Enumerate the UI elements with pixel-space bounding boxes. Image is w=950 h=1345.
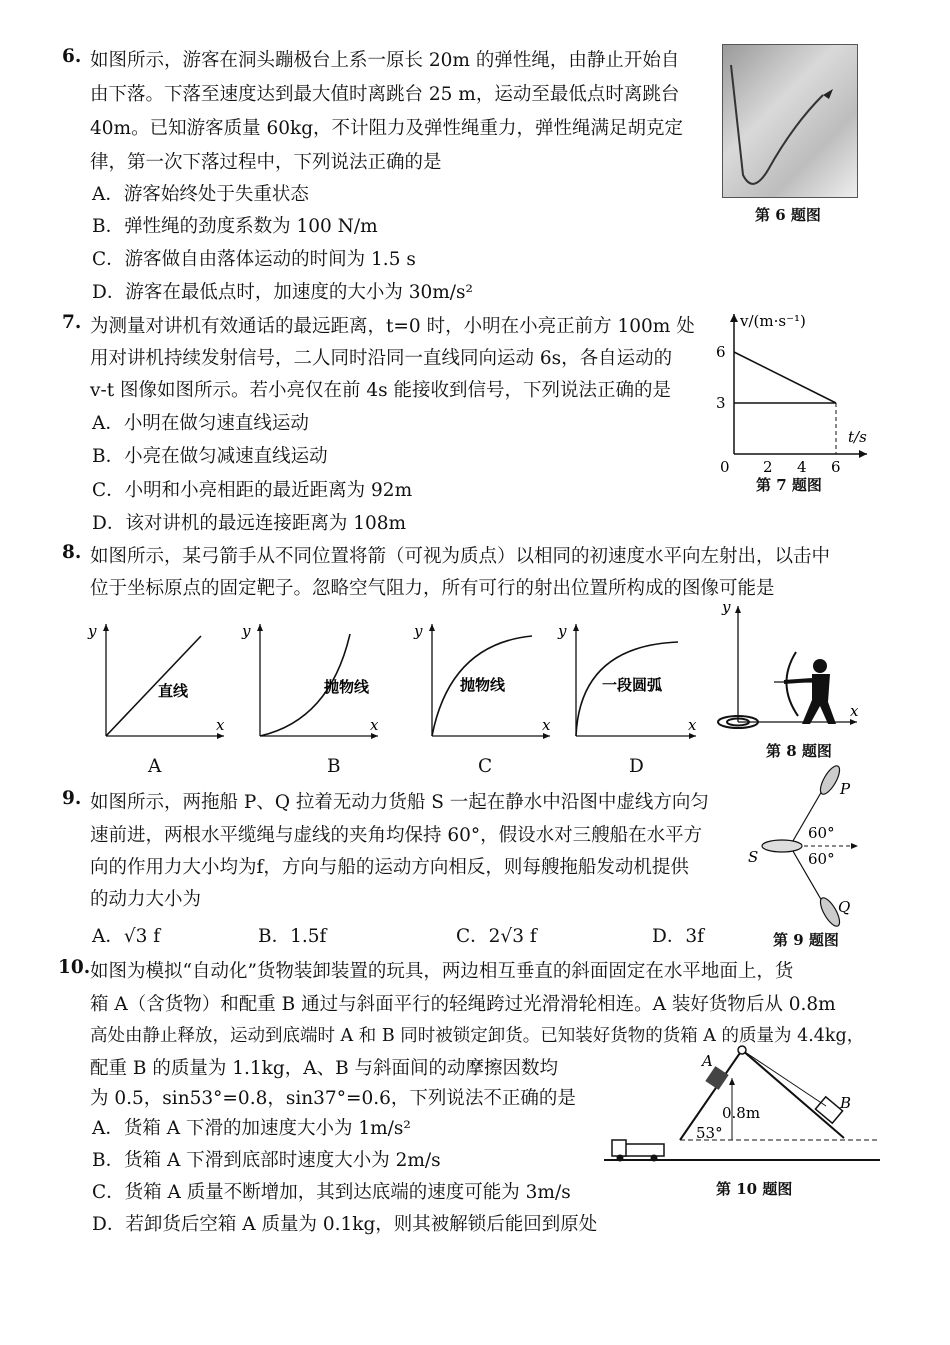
q6-option-d: D．游客在最低点时，加速度的大小为 30m/s²	[92, 282, 473, 303]
vt-ytick: 3	[716, 394, 726, 412]
q8-letter-c: C	[478, 756, 493, 777]
q9-option-d: D．3f	[652, 926, 704, 947]
q6-option-b: B．弹性绳的劲度系数为 100 N/m	[92, 216, 378, 237]
q10-line-2: 箱 A（含货物）和配重 B 通过与斜面平行的轻绳跨过光滑滑轮相连。A 装好货物后从 0.8m	[90, 994, 836, 1015]
q7-line-1: 为测量对讲机有效通话的最远距离，t=0 时，小明在小亮正前方 100m 处	[90, 316, 695, 337]
q8-letter-a: A	[148, 756, 162, 777]
q6-line-1: 如图所示，游客在洞头蹦极台上系一原长 20m 的弹性绳，由静止开始自	[90, 50, 680, 71]
q8-letter-d: D	[629, 756, 644, 777]
archer-figure	[712, 598, 862, 738]
label-a: A	[702, 1052, 713, 1070]
q6-option-c: C．游客做自由落体运动的时间为 1.5 s	[92, 249, 416, 270]
angle-top: 60°	[808, 824, 835, 842]
q10-number: 10.	[58, 957, 91, 978]
q10-option-a: A．货箱 A 下滑的加速度大小为 1m/s²	[92, 1118, 411, 1139]
q9-line-1: 如图所示，两拖船 P、Q 拉着无动力货船 S 一起在静水中沿图中虚线方向匀	[90, 792, 709, 813]
q9-number: 9.	[62, 788, 82, 809]
q8-c-xlabel: x	[542, 716, 551, 734]
label-height: 0.8m	[722, 1104, 761, 1122]
vt-xtick: 0	[720, 458, 730, 476]
q8-caption: 第 8 题图	[766, 742, 832, 760]
q8-line-1: 如图所示，某弓箭手从不同位置将箭（可视为质点）以相同的初速度水平向左射出，以击中	[90, 546, 831, 567]
q8-b-label: 抛物线	[324, 678, 370, 696]
q8-b-xlabel: x	[370, 716, 379, 734]
q6-number: 6.	[62, 46, 82, 67]
angle-bottom: 60°	[808, 850, 835, 868]
q8-d-xlabel: x	[688, 716, 697, 734]
q9-caption: 第 9 题图	[773, 931, 839, 949]
q8-number: 8.	[62, 542, 82, 563]
q8-a-xlabel: x	[216, 716, 225, 734]
q7-option-b: B．小亮在做匀减速直线运动	[92, 446, 328, 467]
q6-caption: 第 6 题图	[755, 206, 821, 224]
q6-option-a: A．游客始终处于失重状态	[92, 184, 309, 205]
q6-line-2: 由下落。下落至速度达到最大值时离跳台 25 m，运动至最低点时离跳台	[90, 84, 680, 105]
q10-line-3: 高处由静止释放，运动到底端时 A 和 B 同时被锁定卸货。已知装好货物的货箱 A 的质量为 4.4kg，	[90, 1026, 865, 1046]
label-b: B	[840, 1094, 852, 1112]
q6-line-4: 律，第一次下落过程中，下列说法正确的是	[90, 152, 442, 173]
q7-number: 7.	[62, 312, 82, 333]
q8-c-label: 抛物线	[460, 676, 506, 694]
q7-option-a: A．小明在做匀速直线运动	[92, 413, 309, 434]
vt-xtick: 6	[831, 458, 841, 476]
vt-y-arrow	[730, 314, 738, 322]
q8-graph-c	[414, 620, 557, 745]
q8-b-ylabel: y	[242, 622, 251, 640]
ship-s-icon	[762, 840, 802, 852]
q9-line-4: 的动力大小为	[90, 889, 202, 910]
q9-line-2: 速前进，两根水平缆绳与虚线的夹角均保持 60°，假设水对三艘船在水平方	[90, 825, 703, 846]
bungee-sketch	[723, 45, 857, 197]
q8-letter-b: B	[327, 756, 341, 777]
archer-xlabel: x	[850, 702, 859, 720]
q8-graph-b	[242, 620, 385, 745]
q10-line-4: 配重 B 的质量为 1.1kg，A、B 与斜面间的动摩擦因数均	[90, 1058, 559, 1079]
q7-option-d: D．该对讲机的最远连接距离为 108m	[92, 513, 407, 534]
bow-icon	[786, 652, 798, 716]
q7-caption: 第 7 题图	[756, 476, 822, 494]
q10-caption: 第 10 题图	[716, 1180, 793, 1198]
vt-graph	[712, 308, 872, 478]
bungee-photo	[722, 44, 858, 198]
q6-line-3: 40m。已知游客质量 60kg，不计阻力及弹性绳重力，弹性绳满足胡克定	[90, 118, 684, 139]
q10-option-c: C．货箱 A 质量不断增加，其到达底端的速度可能为 3m/s	[92, 1182, 571, 1203]
label-s: S	[748, 848, 759, 866]
q9-line-3: 向的作用力大小均为f，方向与船的运动方向相反，则每艘拖船发动机提供	[90, 857, 689, 878]
q8-graph-a	[88, 620, 231, 745]
archer-ylabel: y	[722, 598, 731, 616]
q8-d-label: 一段圆弧	[602, 676, 663, 694]
vt-xtick: 4	[797, 458, 807, 476]
ramp-figure	[604, 1040, 884, 1170]
q7-option-c: C．小明和小亮相距的最近距离为 92m	[92, 480, 413, 501]
q9-option-a: A．√3 f	[92, 926, 161, 947]
boats-figure	[744, 766, 864, 926]
q10-line-1: 如图为模拟“自动化”货物装卸装置的玩具，两边相互垂直的斜面固定在水平地面上，货	[90, 961, 794, 982]
vt-series-decreasing	[734, 352, 836, 403]
vt-ytick: 6	[716, 343, 726, 361]
vt-ylabel: v/(m·s⁻¹)	[740, 312, 806, 330]
vt-xlabel: t/s	[848, 428, 867, 446]
vt-x-arrow	[859, 450, 867, 458]
label-p: P	[840, 780, 851, 798]
label-q: Q	[838, 898, 851, 916]
q7-line-2: 用对讲机持续发射信号，二人同时沿同一直线同向运动 6s，各自运动的	[90, 348, 673, 369]
q8-graph-d	[558, 620, 706, 745]
q10-option-b: B．货箱 A 下滑到底部时速度大小为 2m/s	[92, 1150, 441, 1171]
pulley-icon	[738, 1046, 746, 1054]
q10-line-5: 为 0.5，sin53°=0.8，sin37°=0.6，下列说法不正确的是	[90, 1088, 576, 1109]
weight-b-icon	[815, 1097, 842, 1123]
q8-c-ylabel: y	[414, 622, 423, 640]
q7-line-3: v-t 图像如图所示。若小亮仅在前 4s 能接收到信号，下列说法正确的是	[90, 380, 672, 401]
q9-option-b: B．1.5f	[258, 926, 327, 947]
vt-xtick: 2	[763, 458, 773, 476]
truck-icon	[624, 1144, 664, 1156]
q8-line-2: 位于坐标原点的固定靶子。忽略空气阻力，所有可行的射出位置所构成的图像可能是	[90, 578, 775, 599]
q9-option-c: C．2√3 f	[456, 926, 537, 947]
q8-a-label: 直线	[158, 682, 189, 700]
q8-a-ylabel: y	[88, 622, 97, 640]
q8-d-ylabel: y	[558, 622, 567, 640]
q10-option-d: D．若卸货后空箱 A 质量为 0.1kg，则其被解锁后能回到原处	[92, 1214, 598, 1235]
label-angle: 53°	[696, 1124, 723, 1142]
archer-head	[813, 659, 827, 673]
